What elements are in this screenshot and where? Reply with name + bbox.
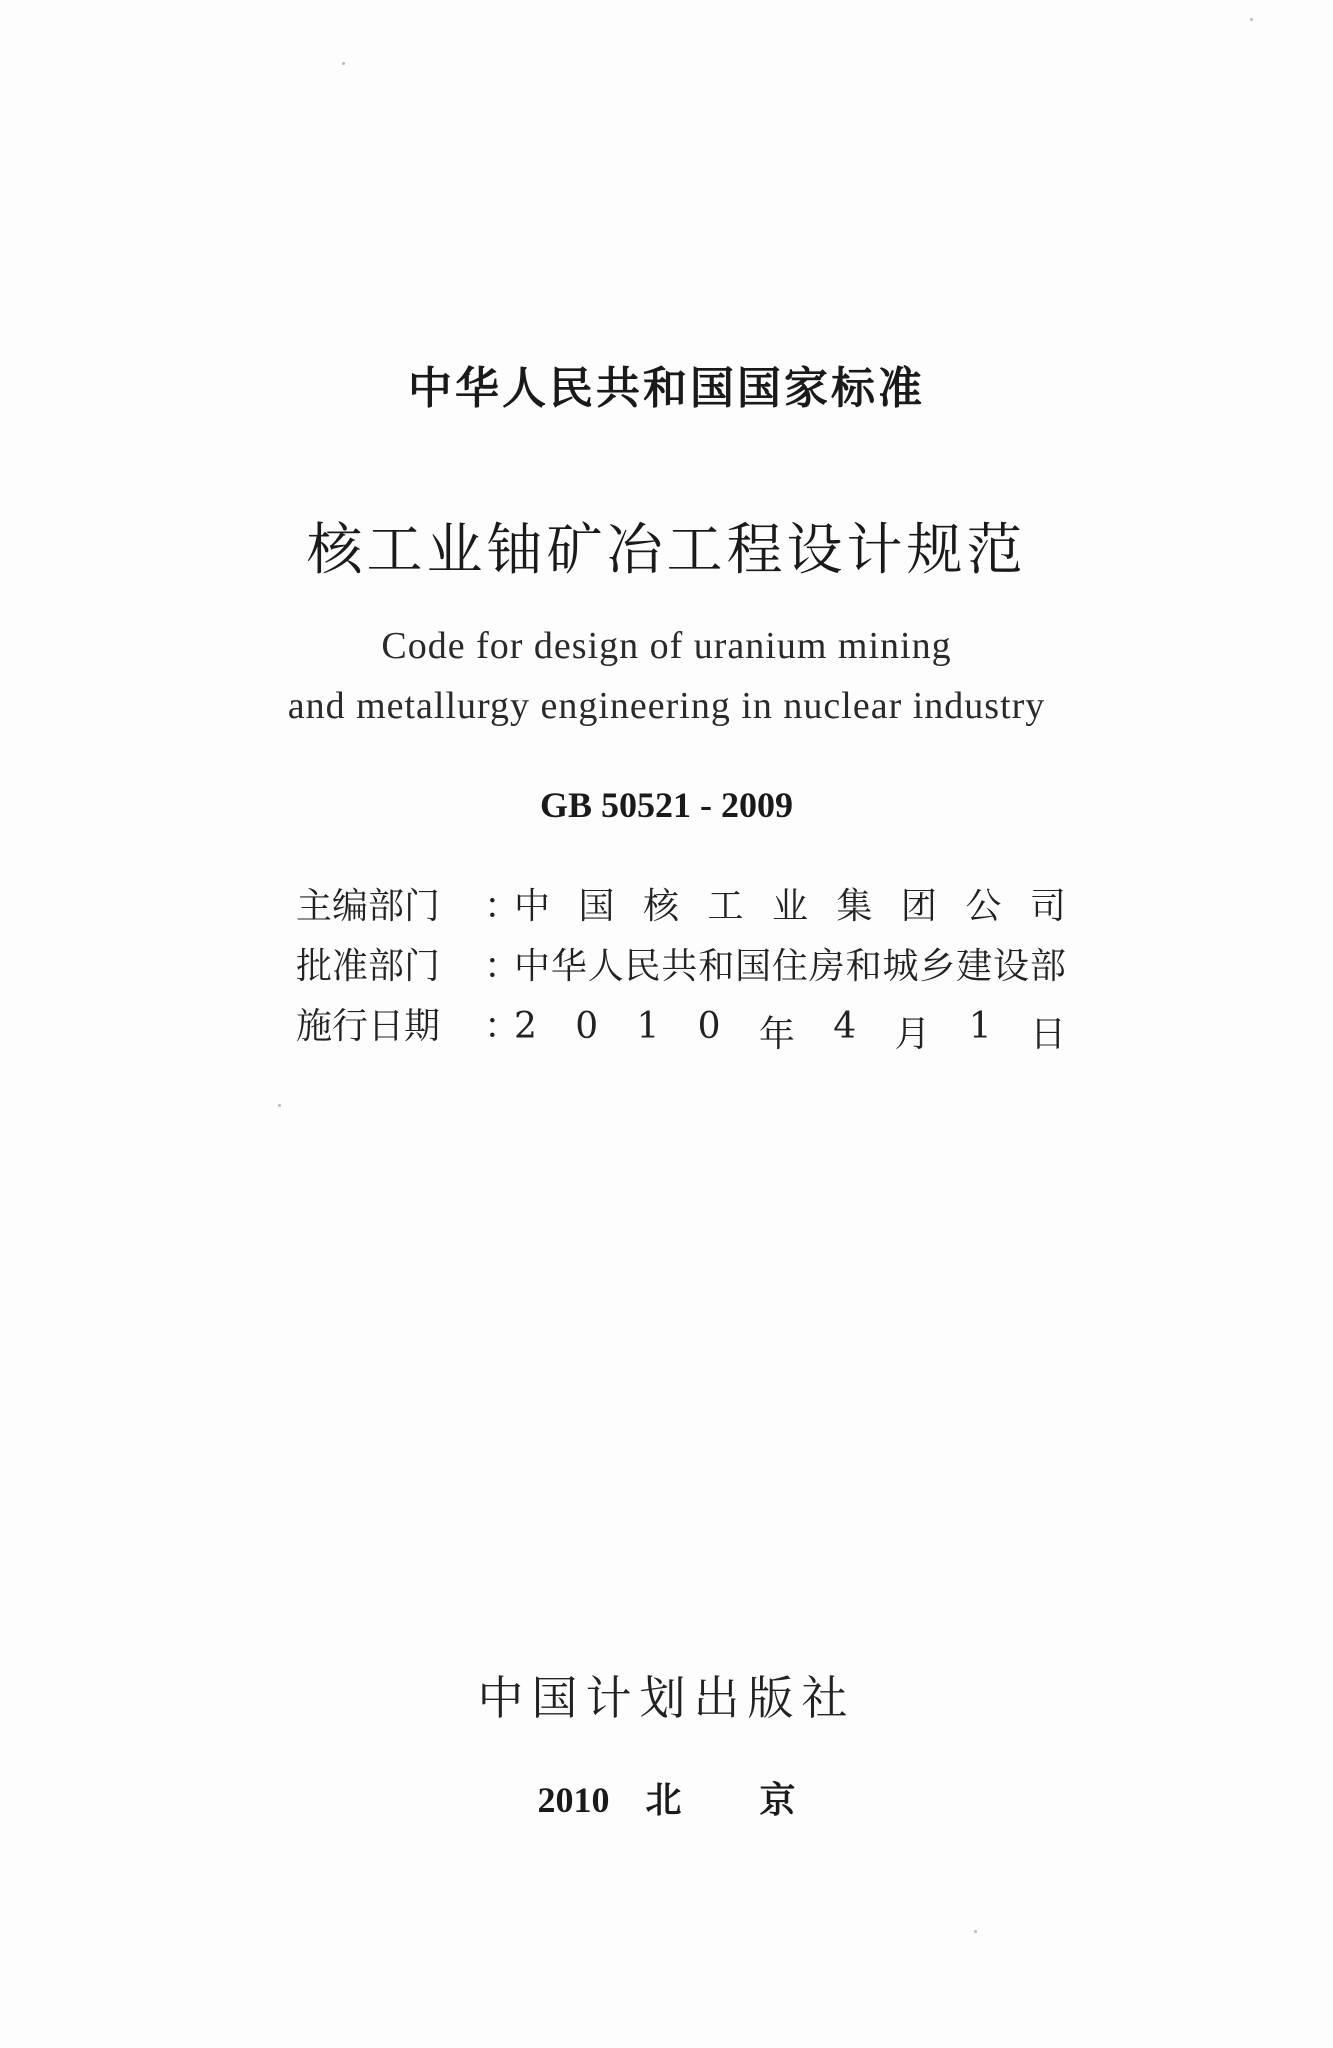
date-char: 年 xyxy=(758,1014,795,1055)
national-standard-heading: 中华人民共和国国家标准 xyxy=(408,363,925,414)
date-char: 1 xyxy=(636,1006,660,1047)
approver-label: 批准部门 xyxy=(296,946,441,987)
approver-value xyxy=(514,938,1066,989)
editor-char: 业 xyxy=(771,886,808,927)
editor-char: 集 xyxy=(836,886,873,927)
approver-char: 建 xyxy=(956,946,993,987)
editor-char: 中 xyxy=(514,886,551,927)
approver-char: 共 xyxy=(661,946,698,987)
publication-line xyxy=(0,1772,1333,1823)
approver-char: 中 xyxy=(514,946,551,987)
effective-date-label: 施行日期 xyxy=(296,1006,441,1047)
city-char: 北 xyxy=(645,1780,682,1820)
publication-year: 2010 xyxy=(537,1780,610,1820)
title-english-line-2: and metallurgy engineering in nuclear industry xyxy=(287,685,1046,727)
title-english-line-1: Code for design of uranium mining xyxy=(381,625,952,667)
scan-speck xyxy=(278,1104,281,1107)
scan-speck xyxy=(342,62,345,65)
date-char: 月 xyxy=(894,1014,931,1055)
effective-date-value xyxy=(514,1006,1066,1057)
standard-code: GB 50521 - 2009 xyxy=(539,785,793,825)
editor-colon: ： xyxy=(484,886,521,927)
editor-char: 核 xyxy=(642,886,679,927)
date-char: 1 xyxy=(968,1006,992,1047)
approver-char: 乡 xyxy=(919,946,956,987)
editor-char: 司 xyxy=(1029,886,1066,927)
approver-char: 民 xyxy=(624,946,661,987)
approver-colon: ： xyxy=(484,946,521,987)
editor-label: 主编部门 xyxy=(296,886,441,927)
publication-city xyxy=(645,1772,795,1823)
city-char: 京 xyxy=(759,1780,796,1820)
info-row-editor xyxy=(296,878,1066,938)
scan-speck xyxy=(974,1930,977,1933)
info-row-effective-date xyxy=(296,998,1066,1058)
approver-char: 部 xyxy=(1029,946,1066,987)
publisher-name: 中国计划出版社 xyxy=(477,1671,856,1725)
approver-char: 城 xyxy=(882,946,919,987)
approver-char: 国 xyxy=(735,946,772,987)
date-char: 2 xyxy=(514,1006,537,1047)
approver-char: 住 xyxy=(771,946,808,987)
date-char: 日 xyxy=(1029,1014,1066,1055)
editor-char: 工 xyxy=(707,886,744,927)
info-table xyxy=(296,878,1066,1058)
date-char: 4 xyxy=(833,1006,857,1047)
date-char: 0 xyxy=(697,1006,721,1047)
editor-char: 国 xyxy=(578,886,615,927)
editor-value xyxy=(514,878,1066,929)
effective-date-colon: ： xyxy=(484,1006,521,1047)
scan-speck xyxy=(1250,18,1253,21)
info-row-approver xyxy=(296,938,1066,998)
approver-char: 设 xyxy=(992,946,1029,987)
approver-char: 和 xyxy=(845,946,882,987)
editor-char: 团 xyxy=(900,886,937,927)
date-char: 0 xyxy=(575,1006,599,1047)
approver-char: 人 xyxy=(587,946,624,987)
approver-char: 房 xyxy=(808,946,845,987)
approver-char: 和 xyxy=(698,946,735,987)
editor-char: 公 xyxy=(965,886,1002,927)
approver-char: 华 xyxy=(550,946,587,987)
title-chinese: 核工业铀矿冶工程设计规范 xyxy=(306,518,1027,583)
